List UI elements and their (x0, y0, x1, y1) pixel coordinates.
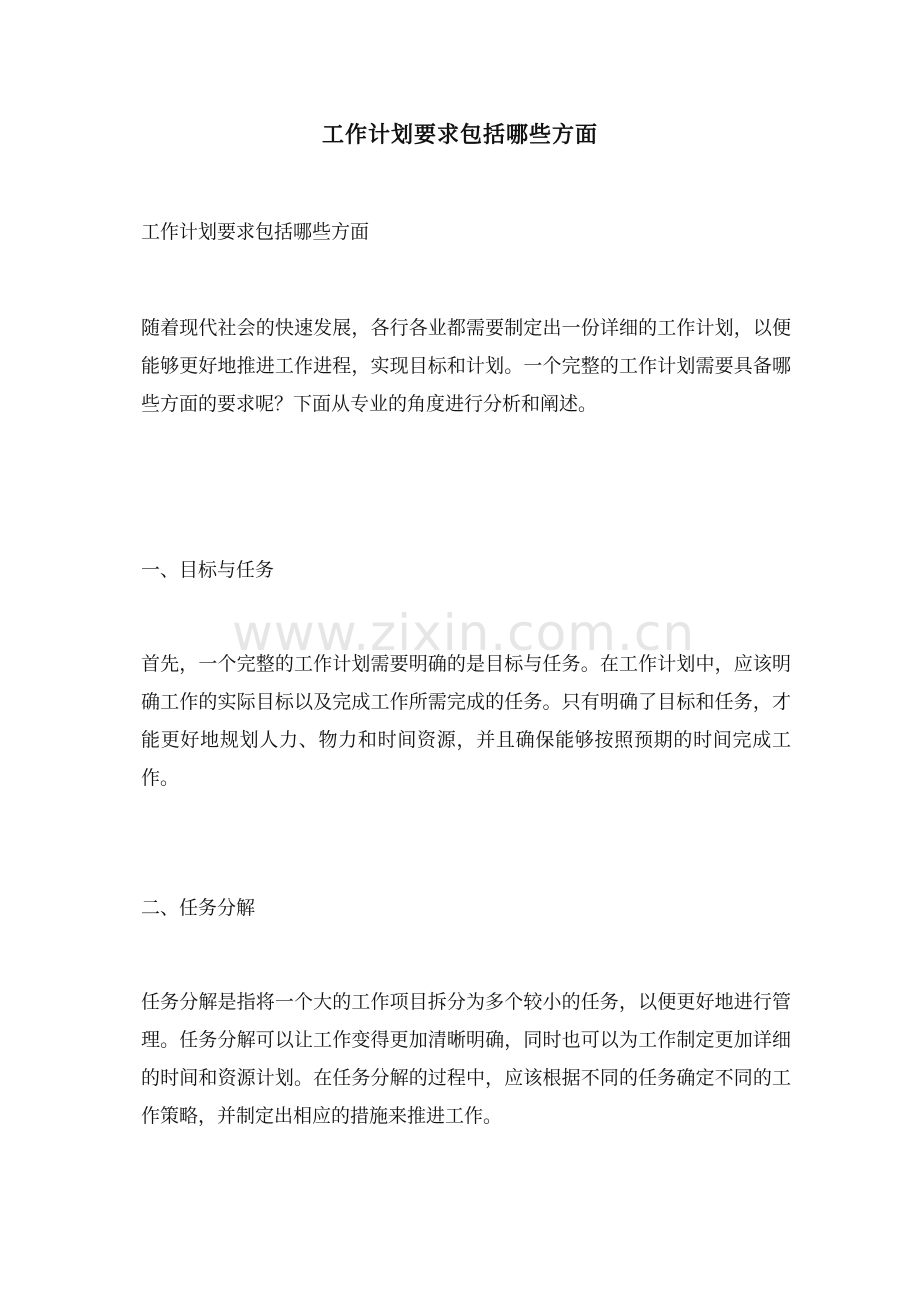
document-title: 工作计划要求包括哪些方面 (321, 122, 598, 148)
intro-paragraph: 随着现代社会的快速发展，各行各业都需要制定出一份详细的工作计划，以便能够更好地推进工作进程，实现目标和计划。一个完整的工作计划需要具备哪些方面的要求呢？下面从专业的角度进行分析和阐述。 (141, 317, 791, 415)
section-heading-2: 二、任务分解 (141, 897, 256, 919)
section-body-2: 任务分解是指将一个大的工作项目拆分为多个较小的任务，以便更好地进行管理。任务分解可以让工作变得更加清晰明确，同时也可以为工作制定更加详细的时间和资源计划。在任务分解的过程中，应该根据不同的任务确定不同的工作策略，并制定出相应的措施来推进工作。 (141, 991, 791, 1127)
document-subtitle: 工作计划要求包括哪些方面 (141, 221, 370, 243)
section-body-1: 首先，一个完整的工作计划需要明确的是目标与任务。在工作计划中，应该明确工作的实际目标以及完成工作所需完成的任务。只有明确了目标和任务，才能更好地规划人力、物力和时间资源，并且确保能够按照预期的时间完成工作。 (141, 653, 791, 789)
watermark: www.zixin.com.cn (232, 604, 696, 662)
section-heading-1: 一、目标与任务 (141, 559, 275, 581)
